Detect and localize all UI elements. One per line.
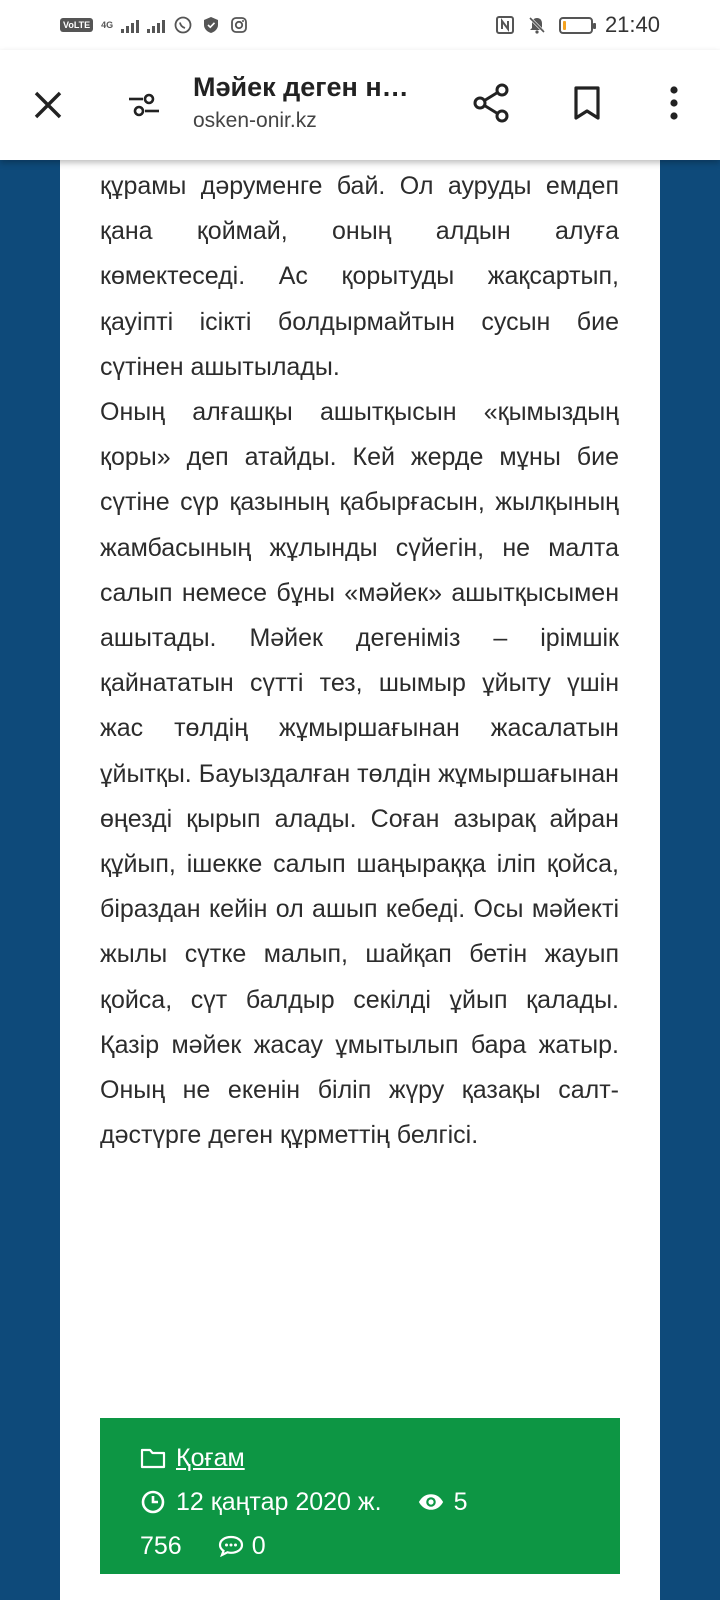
- article-container: [60, 160, 660, 1600]
- views-count-part2: 756: [140, 1531, 182, 1560]
- page-title: Мәйек деген н…: [193, 72, 409, 102]
- comments-count-value: 0: [251, 1531, 266, 1560]
- nfc-icon: [495, 15, 515, 35]
- meta-date-row: [140, 1480, 600, 1524]
- share-icon: [471, 82, 511, 124]
- browser-toolbar: [0, 50, 720, 160]
- folder-icon: [140, 1445, 166, 1471]
- more-options-button[interactable]: [646, 75, 702, 131]
- volte-badge: VoLTE: [60, 18, 93, 32]
- views-count: [418, 1488, 468, 1517]
- shield-icon: [201, 15, 221, 35]
- signal-2-icon: [147, 17, 165, 33]
- article-paragraph-1: құрамы дәруменге бай. Ол ауруды емдеп қана қоймай, оның алдын алуға көмектеседі. Ас қорытуды жақсартып, қауіпті ісікті болдырмайтын сусын бие сүтінен ашытылады.: [100, 172, 619, 381]
- page-background-right: [660, 160, 720, 1600]
- page-title-block: [193, 72, 443, 133]
- eye-icon: [418, 1489, 444, 1515]
- clock-icon: [140, 1489, 166, 1515]
- page-background-left: [0, 160, 60, 1600]
- network-type: 4G: [101, 19, 114, 30]
- status-left: [60, 15, 249, 35]
- article-meta-box: [100, 1418, 620, 1574]
- status-time: 21:40: [604, 12, 660, 37]
- category-link[interactable]: Қоғам: [176, 1443, 245, 1472]
- article-body: [100, 164, 619, 1158]
- bookmark-button[interactable]: [559, 75, 615, 131]
- comments-count[interactable]: [218, 1532, 266, 1561]
- instagram-icon: [229, 15, 249, 35]
- meta-category-row: [140, 1436, 600, 1480]
- more-vert-icon: [669, 85, 679, 121]
- close-icon: [32, 89, 64, 121]
- share-button[interactable]: [463, 75, 519, 131]
- whatsapp-icon: [173, 15, 193, 35]
- mute-bell-icon: [527, 15, 547, 35]
- status-bar: [0, 0, 720, 50]
- status-right: [495, 12, 660, 38]
- meta-stats-row: [140, 1524, 600, 1568]
- site-settings-button[interactable]: [116, 77, 172, 133]
- battery-icon: [559, 17, 593, 34]
- article-paragraph-2: Оның алғашқы ашытқысын «қымыздың қоры» деп атайды. Кей жерде мұны бие сүтіне сүр қазының қабырғасын, жылқының жамбасының жұлынды сүйегін, не малта салып немесе бұны «мәйек» ашытқысымен ашытады. Мәйек дегеніміз – ірімшік қайнататын сүтті тез, шымыр ұйыту үшін жас төлдің жұмыршағынан жасалатын ұйытқы. Бауыздалған төлдін жұмыршағынан өңезді қырып алады. Соған азырақ айран құйып, ішекке салып шаңыраққа іліп қойса, біраздан кейін ол ашып кебеді. Осы мәйекті жылы сүтке малып, шайқап бетін жауып қойса, сүт балдыр секілді ұйып қалады. Қазір мәйек жасау ұмытылып бара жатыр. Оның не екенін біліп жүру қазақы салт-дәстүрге деген құрметтің белгісі.: [100, 398, 619, 1150]
- comment-icon: [218, 1533, 244, 1559]
- bookmark-icon: [572, 85, 602, 121]
- publish-date: 12 қаңтар 2020 ж.: [176, 1487, 382, 1516]
- views-count-part1: 5: [453, 1487, 468, 1516]
- close-button[interactable]: [20, 77, 76, 133]
- tune-icon: [127, 90, 161, 120]
- signal-icon: [121, 17, 139, 33]
- page-domain: osken-onir.kz: [193, 109, 317, 132]
